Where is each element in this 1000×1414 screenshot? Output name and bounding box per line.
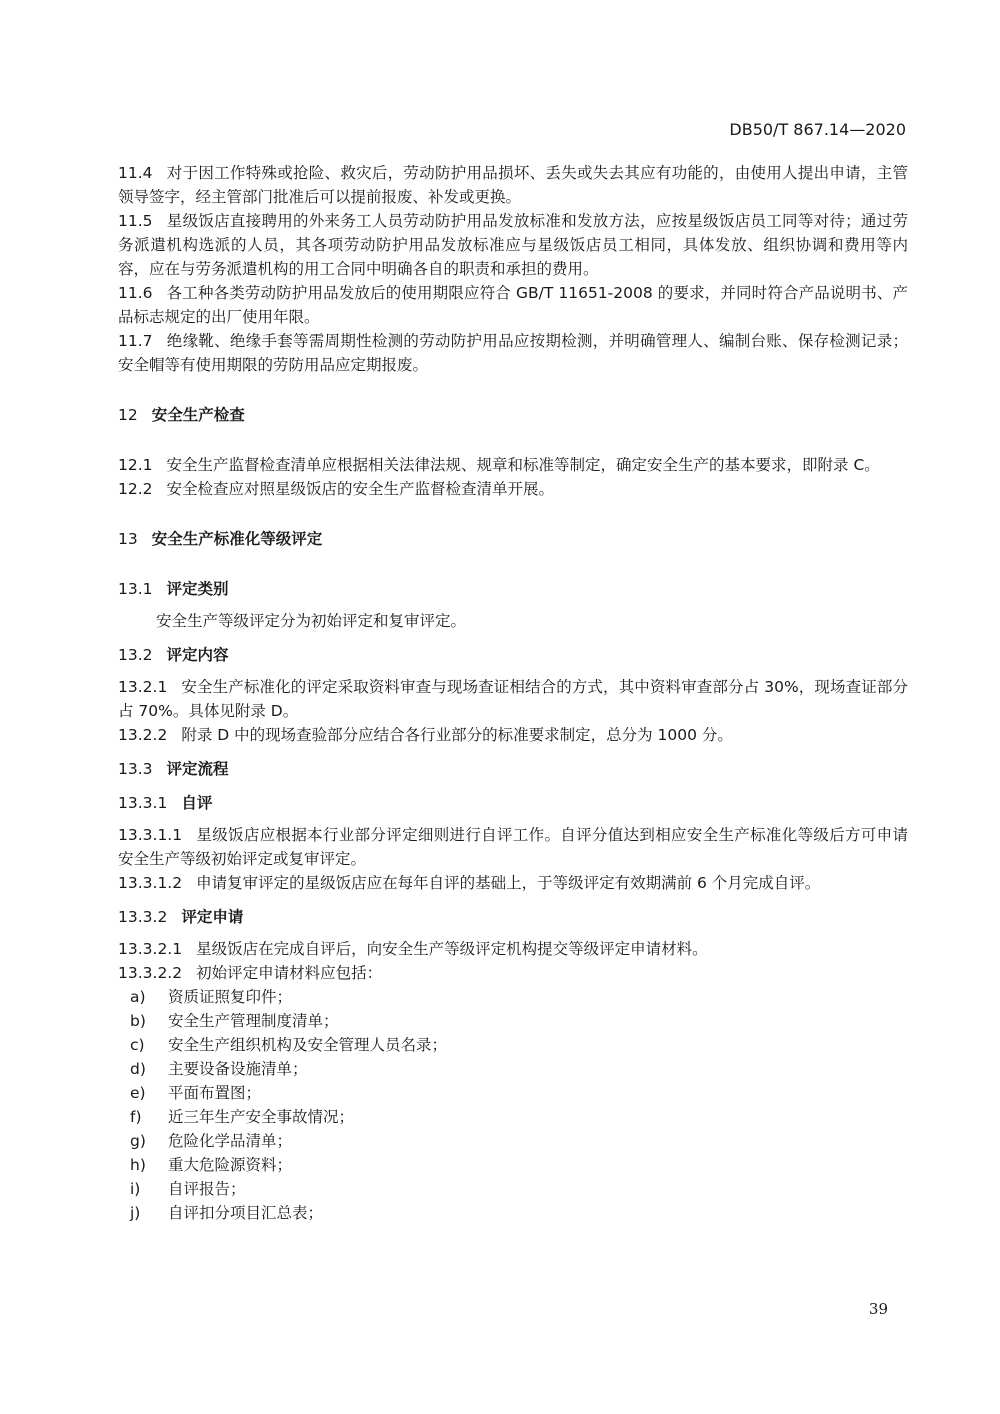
list-item [118, 1177, 908, 1201]
subsection-heading-13-3-1 [118, 791, 908, 815]
list-item [118, 1105, 908, 1129]
page-body [118, 161, 908, 1225]
list-text: 资质证照复印件； [168, 988, 293, 1006]
clause-number: 11.7 [118, 332, 153, 350]
list-label: a) [130, 988, 146, 1006]
subsection-heading-13-3-2 [118, 905, 908, 929]
subsection-number: 13.3.1 [118, 794, 168, 812]
clause-11-4 [118, 161, 908, 209]
clause-text: 各工种各类劳动防护用品发放后的使用期限应符合 GB/T 11651-2008 的要求，并同时符合产品说明书、产品标志规定的出厂使用年限。 [118, 284, 908, 326]
list-item [118, 1033, 908, 1057]
clause-number: 13.2.1 [118, 678, 168, 696]
clause-text: 对于因工作特殊或抢险、救灾后，劳动防护用品损坏、丢失或失去其应有功能的，由使用人提出申请，主管领导签字，经主管部门批准后可以提前报废、补发或更换。 [118, 164, 908, 206]
list-text: 重大危险源资料； [168, 1156, 293, 1174]
clause-text: 安全生产监督检查清单应根据相关法律法规、规章和标准等制定，确定安全生产的基本要求，即附录 C。 [166, 456, 880, 474]
clause-number: 13.3.1.2 [118, 874, 183, 892]
clause-number: 13.3.2.1 [118, 940, 183, 958]
list-label: c) [130, 1036, 145, 1054]
list-label: d) [130, 1060, 146, 1078]
list-label: b) [130, 1012, 146, 1030]
clause-number: 13.2.2 [118, 726, 168, 744]
section-title: 安全生产标准化等级评定 [151, 530, 323, 548]
clause-13-3-2-2 [118, 961, 908, 985]
subsection-heading-13-1 [118, 577, 908, 601]
clause-13-2-1 [118, 675, 908, 723]
subsection-number: 13.1 [118, 580, 153, 598]
page-number: 39 [868, 1300, 888, 1318]
clause-number: 11.5 [118, 212, 153, 230]
list-item [118, 985, 908, 1009]
section-heading-12 [118, 403, 908, 427]
clause-text: 附录 D 中的现场查验部分应结合各行业部分的标准要求制定，总分为 1000 分。 [181, 726, 733, 744]
list-text: 主要设备设施清单； [168, 1060, 308, 1078]
section-number: 13 [118, 530, 138, 548]
clause-number: 11.4 [118, 164, 153, 182]
subsection-title: 评定类别 [166, 580, 229, 598]
doc-code-header: DB50/T 867.14—2020 [729, 120, 906, 139]
list-item [118, 1081, 908, 1105]
clause-13-3-1-1 [118, 823, 908, 871]
clause-11-7 [118, 329, 908, 377]
clause-13-3-1-2 [118, 871, 908, 895]
clause-12-2 [118, 477, 908, 501]
clause-text: 绝缘靴、绝缘手套等需周期性检测的劳动防护用品应按期检测，并明确管理人、编制台账、保存检测记录；安全帽等有使用期限的劳防用品应定期报废。 [118, 332, 908, 374]
list-item [118, 1009, 908, 1033]
list-item [118, 1057, 908, 1081]
clause-number: 12.1 [118, 456, 153, 474]
section-title: 安全生产检查 [151, 406, 245, 424]
clause-number: 13.3.2.2 [118, 964, 183, 982]
list-item [118, 1153, 908, 1177]
list-text: 安全生产管理制度清单； [168, 1012, 339, 1030]
subsection-title: 评定申请 [181, 908, 244, 926]
clause-text: 星级饭店在完成自评后，向安全生产等级评定机构提交等级评定申请材料。 [196, 940, 708, 958]
clause-number: 11.6 [118, 284, 153, 302]
subsection-number: 13.3 [118, 760, 153, 778]
clause-number: 13.3.1.1 [118, 826, 183, 844]
list-text: 自评扣分项目汇总表； [168, 1204, 324, 1222]
subsection-heading-13-2 [118, 643, 908, 667]
clause-text: 星级饭店直接聘用的外来务工人员劳动防护用品发放标准和发放方法，应按星级饭店员工同等对待；通过劳务派遣机构选派的人员，其各项劳动防护用品发放标准应与星级饭店员工相同，具体发放、组织协调和费用等内容，应在与劳务派遣机构的用工合同中明确各自的职责和承担的费用。 [118, 212, 908, 278]
clause-12-1 [118, 453, 908, 477]
list-label: j) [130, 1204, 141, 1222]
list-text: 安全生产组织机构及安全管理人员名录； [168, 1036, 448, 1054]
list-label: g) [130, 1132, 146, 1150]
list-label: f) [130, 1108, 142, 1126]
paragraph-13-1: 安全生产等级评定分为初始评定和复审评定。 [156, 612, 467, 630]
clause-text: 初始评定申请材料应包括： [196, 964, 383, 982]
subsection-number: 13.3.2 [118, 908, 168, 926]
section-heading-13 [118, 527, 908, 551]
clause-13-3-2-1 [118, 937, 908, 961]
list-label: i) [130, 1180, 141, 1198]
list-label: h) [130, 1156, 146, 1174]
list-text: 自评报告； [168, 1180, 246, 1198]
section-number: 12 [118, 406, 138, 424]
clause-text: 安全生产标准化的评定采取资料审查与现场查证相结合的方式，其中资料审查部分占 30%，现场查证部分占 70%。具体见附录 D。 [118, 678, 908, 720]
list-text: 平面布置图； [168, 1084, 262, 1102]
subsection-heading-13-3 [118, 757, 908, 781]
list-label: e) [130, 1084, 146, 1102]
clause-text: 申请复审评定的星级饭店应在每年自评的基础上，于等级评定有效期满前 6 个月完成自评。 [196, 874, 821, 892]
list-item [118, 1129, 908, 1153]
subsection-title: 评定内容 [166, 646, 229, 664]
subsection-title: 自评 [181, 794, 213, 812]
clause-11-5 [118, 209, 908, 281]
list-item [118, 1201, 908, 1225]
application-materials-list [118, 985, 908, 1225]
clause-11-6 [118, 281, 908, 329]
clause-number: 12.2 [118, 480, 153, 498]
clause-text: 星级饭店应根据本行业部分评定细则进行自评工作。自评分值达到相应安全生产标准化等级后方可申请安全生产等级初始评定或复审评定。 [118, 826, 908, 868]
subsection-title: 评定流程 [166, 760, 229, 778]
subsection-number: 13.2 [118, 646, 153, 664]
clause-13-2-2 [118, 723, 908, 747]
clause-text: 安全检查应对照星级饭店的安全生产监督检查清单开展。 [166, 480, 555, 498]
list-text: 危险化学品清单； [168, 1132, 293, 1150]
list-text: 近三年生产安全事故情况； [168, 1108, 355, 1126]
